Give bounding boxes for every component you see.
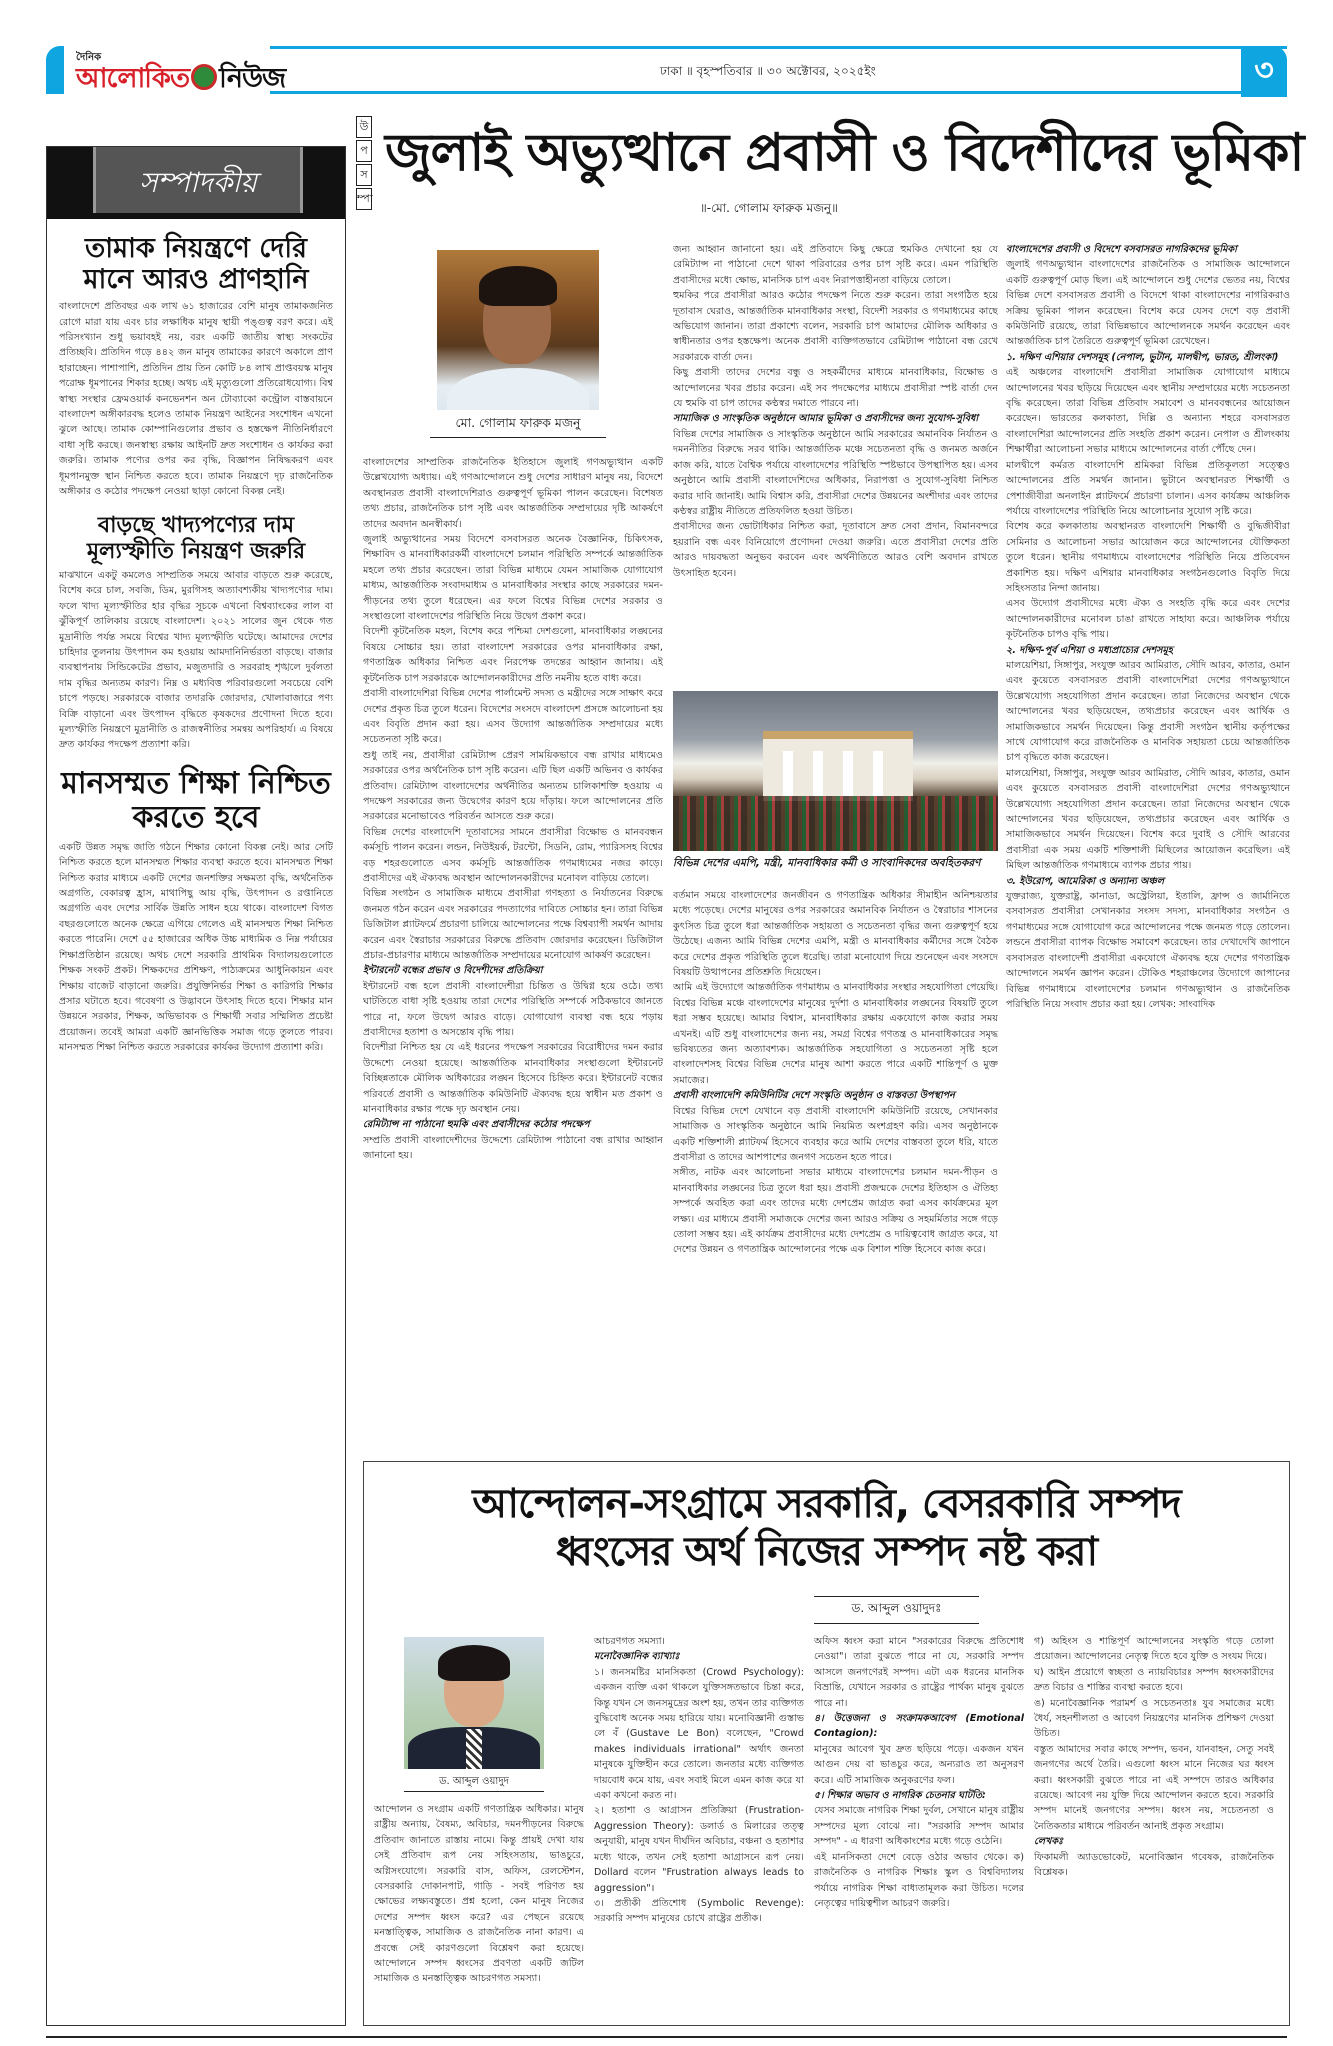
article-paragraph: মালয়েশিয়া, সিঙ্গাপুর, সংযুক্ত আরব আমিরাত, সৌদি আরব, কাতার, ওমান এবং কুয়েতে বসবাসরত প্রবাসী বাংলাদেশিরা দেশের গণঅভ্যুত্থানে উল্লেখযোগ্য সহযোগিতা প্রদান করেছেন। তারা নিজেদের অবস্থান থেকে আন্দোলনের খবর ছড়িয়েছেন, তথ্যপ্রচার করেছেন এবং আর্থিক ও সামাজিকভাবে সমর্থন দিয়েছেন। বিশেষ করে দুবাই ও সৌদি আরবের প্রবাসীরা এক সময় একটি শক্তিশালী মিছিলের আয়োজন করেছিল। এই মিছিল আন্তর্জাতিক গণমাধ্যমে ব্যাপক প্রচার পায়। (1006, 767, 1290, 872)
article2-column-3 (814, 1634, 1024, 2019)
logo-wordmark (76, 58, 285, 103)
article-subheading: লেখকঃ (1034, 1836, 1064, 1848)
article-paragraph: সম্প্রতি প্রবাসী বাংলাদেশীদের উদ্দেশ্যে রেমিট্যান্স পাঠানো বন্ধ রাখার আহ্বান জানানো হয়। (363, 1134, 663, 1162)
newspaper-logo[interactable] (64, 46, 286, 94)
article2-headline[interactable] (364, 1480, 1289, 1576)
article2-column-1 (374, 1802, 584, 2017)
article-paragraph: মালয়েশিয়া, সিঙ্গাপুর, সংযুক্ত আরব আমিরাত, সৌদি আরব, কাতার, ওমান এবং কুয়েতে বসবাসরত প্রবাসী বাংলাদেশিরা দেশের গণঅভ্যুত্থানে উল্লেখযোগ্য সহযোগিতা প্রদান করেছেন। তারা নিজেদের অবস্থান থেকে আন্দোলনের খবর ছড়িয়েছেন, তথ্যপ্রচার করেছেন এবং আর্থিক ও সামাজিকভাবে সমর্থন দিয়েছেন। কিন্তু প্রবাসী সংগঠন স্থানীয় কর্তৃপক্ষের সাথে যোগাযোগ করে রাজনৈতিক ও মানবিক সহায়তা চেয়ে আন্তর্জাতিক চাপ বৃদ্ধিতে কাজ করেছেন। (1006, 659, 1290, 764)
author-photo (437, 250, 599, 410)
section-label-char: উ (356, 116, 372, 138)
article-subheading: ৩. ইউরোপ, আমেরিকা ও অন্যান্য অঞ্চল (1006, 875, 1165, 887)
article2-headline-line1: আন্দোলন-সংগ্রামে সরকারি, বেসরকারি সম্পদ (472, 1481, 1181, 1527)
photo-pillar (813, 751, 823, 801)
article1-byline: ॥-মো. গোলাম ফারুক মজনু॥ (700, 201, 838, 215)
article-paragraph: মানুষের আবেগ খুব দ্রুত ছড়িয়ে পড়ে। একজন যখন আগুন দেয় বা ভাঙচুর করে, অন্যরাও তা অনুসরণ করে। এটি সামাজিক অনুকরণের ফল। (814, 1743, 1024, 1786)
masthead (46, 46, 1287, 94)
article-subheading: বাংলাদেশের প্রবাসী ও বিদেশে বসবাসরত নাগরিকদের ভূমিকা (1006, 244, 1237, 255)
page-number: ৩ (1241, 46, 1287, 97)
article-paragraph: বিশেষ করে কলকাতায় অবস্থানরত বাংলাদেশি শিক্ষার্থী ও বুদ্ধিজীবীরা সেমিনার ও আলোচনা সভার আয়োজন করে আন্দোলনের যৌক্তিকতা তুলে ধরেন। স্থানীয় গণমাধ্যমে বাংলাদেশের পরিস্থিতি নিয়ে প্রতিবেদন প্রকাশিত হয়। দক্ষিণ এশিয়ার মানবাধিকার সংগঠনগুলোও বিবৃতি দিয়ে সহিংসতার নিন্দা জানায়। (1006, 521, 1290, 594)
photo-pillar (843, 751, 853, 801)
article-paragraph: বিভিন্ন সংগঠন ও সামাজিক মাধ্যমে প্রবাসীরা গণহত্যা ও নির্যাতনের বিরুদ্ধে জনমত গঠন করেন এবং সরকারের পদত্যাগের দাবিতে সোচ্চার হন। তারা বিভিন্ন ডিজিটাল প্ল্যাটফর্মে প্রচারণা চালিয়ে আন্দোলনের পক্ষে বিশ্বব্যাপী সমর্থন আদায় করেন এবং স্বৈরাচার সরকারের বিরুদ্ধে প্রতিবাদ জোরদার করেছেন। ডিজিটাল প্রচার-প্রচারণার মাধ্যমে আন্তর্জাতিক সম্প্রদায়ের মনোযোগ আকর্ষণ করেছেন। (363, 888, 663, 961)
article-paragraph: প্রবাসীদের জন্য ভোটাধিকার নিশ্চিত করা, দূতাবাসে দ্রুত সেবা প্রদান, বিমানবন্দরে হয়রানি বন্ধ এবং বিনিয়োগে প্রণোদনা দেওয়া জরুরি। এতে প্রবাসীরা দেশের প্রতি আরও দায়বদ্ধতা অনুভব করবেন এবং অর্থনীতিতে আরও বেশি অবদান রাখতে উৎসাহিত হবেন। (673, 521, 998, 579)
editorial-body-tobacco: বাংলাদেশে প্রতিবছর এক লাখ ৬১ হাজারের বেশি মানুষ তামাকজনিত রোগে মারা যায় এবং চার লক্ষাধিক মানুষ স্থায়ী পঙ্গুত্ব বরণ করে। এই পরিসংখ্যান শুধু ভয়াবহই নয়, বরং একটি জাতীয় স্বাস্থ্য সংকটের প্রতিচ্ছবি। প্রতিদিন গড়ে ৪৪২ জন মানুষ তামাকের কারণে অকালে প্রাণ হারাচ্ছেন। পাশাপাশি, প্রতিদিন প্রায় তিন কোটি ৮৪ লাখ প্রাপ্তবয়স্ক মানুষ পরোক্ষ ধূমপানের শিকার হচ্ছে। অথচ এই মৃত্যুগুলো প্রতিরোধযোগ্য। বিশ্ব স্বাস্থ্য সংস্থার ফ্রেমওয়ার্ক কনভেনশন অন টোব্যাকো কন্ট্রোল বাস্তবায়নে বাংলাদেশ অঙ্গীকারবদ্ধ হলেও তামাক নিয়ন্ত্রণ আইনের সংশোধন এখনো ঝুলে আছে। তামাক কোম্পানিগুলোর প্রভাব ও হস্তক্ষেপ নীতিনির্ধারণে বাধা সৃষ্টি করছে। জনস্বাস্থ্য রক্ষায় আইনটি দ্রুত সংশোধন ও কার্যকর করা জরুরি। তামাক পণ্যের ওপর কর বৃদ্ধি, বিজ্ঞাপন নিষিদ্ধকরণ এবং ধূমপানমুক্ত স্থান নিশ্চিত করতে হবে। তামাক নিয়ন্ত্রণে দৃঢ় রাজনৈতিক অঙ্গীকার ও কঠোর পদক্ষেপ নেওয়া ছাড়া কোনো বিকল্প নেই। (59, 301, 333, 497)
article-paragraph: যেসব সমাজে নাগরিক শিক্ষা দুর্বল, সেখানে মানুষ রাষ্ট্রীয় সম্পদের মূল্য বোঝে না। "সরকারি সম্পদ আমার সম্পদ" - এ ধারণা অধিকাংশের মধ্যে গড়ে ওঠেনি। (814, 1805, 1024, 1848)
editorial-body-education: একটি উন্নত সমৃদ্ধ জাতি গঠনে শিক্ষার কোনো বিকল্প নেই। আর সেটি নিশ্চিত করতে হলে মানসম্মত শিক্ষার ব্যবস্থা করতে হবে। মানসম্মত শিক্ষা নিশ্চিত করার মাধ্যমে একটি দেশের জনশক্তির সক্ষমতা বৃদ্ধি, অর্থনৈতিক অগ্রগতি, বেকারত্ব হ্রাস, মাথাপিছু আয় বৃদ্ধি, উৎপাদন ও রপ্তানিতে অগ্রগতি এবং দেশের সার্বিক উন্নতি সাধন হয়ে থাকে। বাংলাদেশ বিগত বছরগুলোতে অনেক ক্ষেত্রে এগিয়ে গেলেও এই মানসম্মত শিক্ষা নিশ্চিত করতে পারেনি। দেশে ৫৫ হাজারের অধিক উচ্চ মাধ্যমিক ও নিম্ন পর্যায়ের শিক্ষাপ্রতিষ্ঠান রয়েছে। অথচ দেশে সরকারি প্রাথমিক বিদ্যালয়গুলোতে শিক্ষক সংকট প্রকট। শিক্ষকদের প্রশিক্ষণ, পাঠ্যক্রমের আধুনিকায়ন এবং শিক্ষায় বাজেট বাড়ানো জরুরি। প্রযুক্তিনির্ভর শিক্ষা ও কারিগরি শিক্ষার প্রসার ঘটাতে হবে। গবেষণা ও উদ্ভাবনে উৎসাহ দিতে হবে। শিক্ষার মান উন্নয়নে সরকার, শিক্ষক, অভিভাবক ও শিক্ষার্থী সবার সম্মিলিত প্রচেষ্টা প্রয়োজন। তবেই আমরা একটি জ্ঞানভিত্তিক সমাজ গড়ে তুলতে পারব। মানসম্মত শিক্ষা নিশ্চিত করতে সরকারের কার্যকর উদ্যোগ প্রত্যাশা করি। (59, 841, 333, 1054)
article-subheading: সামাজিক ও সাংস্কৃতিক অনুষ্ঠানে আমার ভূমিকা ও প্রবাসীদের জন্য সুযোগ-সুবিধা (673, 413, 979, 425)
logo-daily-label: দৈনিক (76, 52, 102, 63)
editorial-banner (47, 147, 345, 219)
article-paragraph: বাংলাদেশের সাম্প্রতিক রাজনৈতিক ইতিহাসে জুলাই গণঅভ্যুত্থান একটি উল্লেখযোগ্য অধ্যায়। এই গণআন্দোলনে শুধু দেশের সাধারণ মানুষ নয়, বিদেশে অবস্থানরত প্রবাসী বাংলাদেশিরাও গুরুত্বপূর্ণ ভূমিকা পালন করেছেন। বিশেষত তথ্য প্রচার, রাজনৈতিক চাপ সৃষ্টি এবং আন্তর্জাতিক সম্প্রদায়ের দৃষ্টি আকর্ষণে তাদের অবদান অনস্বীকার্য। (363, 457, 663, 530)
article-paragraph: মালদ্বীপে কর্মরত বাংলাদেশি শ্রমিকরা বিভিন্ন প্রতিকূলতা সত্ত্বেও আন্দোলনের প্রতি সমর্থন জানান। ভুটানে অবস্থানরত শিক্ষার্থী ও পেশাজীবীরা অনলাইন প্ল্যাটফর্মে প্রচারণা চালান। এসব কার্যক্রম আঞ্চলিক পর্যায়ে বাংলাদেশের পরিস্থিতি নিয়ে আলোচনার সুযোগ সৃষ্টি করে। (1006, 459, 1290, 517)
article-paragraph: ২। হতাশা ও আগ্রাসন প্রতিক্রিয়া (Frustration-Aggression Theory): ডলার্ড ও মিলারের তত্ত্ব অনুযায়ী, মানুষ যখন দীর্ঘদিন অবিচার, বঞ্চনা ও হতাশার মধ্যে থাকে, তখন সেই হতাশা আগ্রাসনে রূপ নেয়। Dollard বলেন "Frustration always leads to aggression"। (594, 1805, 804, 1894)
article-paragraph: ঘ) আইন প্রয়োগে স্বচ্ছতা ও ন্যায়বিচারঃ সম্পদ ধ্বংসকারীদের দ্রুত বিচার ও শাস্তির ব্যবস্থা করতে হবে। (1034, 1666, 1274, 1694)
editorial-banner-plate (93, 147, 303, 213)
photo-shirt-shape (447, 368, 589, 410)
logo-red-text: আলোকিত (76, 63, 190, 94)
article2-box (363, 1461, 1290, 2026)
logo-emblem-icon (191, 64, 217, 90)
article-paragraph: জুলাই অভ্যুত্থানের সময় বিদেশে বসবাসরত অনেক বৈজ্ঞানিক, চিকিৎসক, শিক্ষাবিদ ও মানবাধিকারকর্মী বাংলাদেশে চলমান পরিস্থিতি সম্পর্কে আন্তর্জাতিক মহলে তথ্য প্রচার করেছেন। তারা বিভিন্ন মাধ্যমে যেমন সামাজিক যোগাযোগ মাধ্যম, আন্তর্জাতিক সংবাদমাধ্যম ও মানবাধিকার সংস্থার কাছে সরকারের দমন-পীড়নের তথ্য তুলে ধরেছেন। এর ফলে বিশ্বের বিভিন্ন দেশের সরকার ও সংস্থাগুলো বাংলাদেশের পরিস্থিতি নিয়ে উদ্বেগ প্রকাশ করে। (363, 534, 663, 623)
article-subheading: রেমিট্যান্স না পাঠানো হুমকি এবং প্রবাসীদের কঠোর পদক্ষেপ (363, 1119, 590, 1131)
article-subheading: ইন্টারনেট বন্ধের প্রভাব ও বিদেশীদের প্রতিক্রিয়া (363, 965, 543, 977)
article-paragraph: জন্য আহ্বান জানানো হয়। এই প্রতিবাদে কিছু ক্ষেত্রে হুমকিও দেখানো হয় যে রেমিট্যান্স না পাঠানো দেশে থাকা পরিবারের ওপর চাপ সৃষ্টি করে। এমন পরিস্থিতি প্রবাসীদের মধ্যে ক্ষোভ, মানসিক চাপ এবং নিরাপত্তাহীনতা বাড়িয়ে তোলে। (673, 244, 998, 286)
article-paragraph: আমি এই উদ্যোগে আন্তর্জাতিক গণমাধ্যম ও মানবাধিকার সংস্থার সহযোগিতা পেয়েছি। বিশ্বের বিভিন্ন মঞ্চে বাংলাদেশের মানুষের দুর্দশা ও মানবাধিকার লঙ্ঘনের বিষয়টি তুলে ধরা সম্ভব হয়েছে। আমার বিশ্বাস, মানবাধিকার রক্ষায় একযোগে কাজ করার সময় এখনই। এটি শুধু বাংলাদেশের জন্য নয়, সমগ্র বিশ্বের গণতন্ত্র ও মানবাধিকারের সমৃদ্ধ ভবিষ্যতের জন্য অত্যাবশ্যক। আন্তর্জাতিক সহযোগিতা ও সচেতনতা সৃষ্টি হলে বাংলাদেশসহ বিশ্বের বিভিন্ন দেশের মানুষ আশা করতে পারে একটি শান্তিপূর্ণ ও মুক্ত সমাজের। (673, 982, 998, 1086)
article-subheading: ২. দক্ষিণ-পূর্ব এশিয়া ও মধ্যপ্রাচ্যের দেশসমূহ (1006, 644, 1173, 656)
article1-headline[interactable]: জুলাই অভ্যুত্থানে প্রবাসী ও বিদেশীদের ভূমিকা (385, 123, 1304, 183)
article-paragraph: ইন্টারনেট বন্ধ হলে প্রবাসী বাংলাদেশীরা চিন্তিত ও উদ্বিগ্ন হয়ে ওঠে। তথ্য ঘাটতিতে বাধা সৃষ্টি হওয়ায় তারা দেশের পরিস্থিতি সম্পর্কে সঠিকভাবে জানতে পারে না, ফলে উদ্বেগ আরও বাড়ে। যোগাযোগ ব্যবস্থা বন্ধ হয়ে পড়ায় প্রবাসীদের হতাশা ও অসন্তোষ বৃদ্ধি পায়। (363, 980, 663, 1039)
article-paragraph: বর্তমান সময়ে বাংলাদেশের জনজীবন ও গণতান্ত্রিক অধিকার সীমাহীন অনিশ্চয়তার মধ্যে পড়েছে। দেশের মানুষের ওপর সরকারের অমানবিক নির্যাতন ও স্বৈরাচার শাসনের কুৎসিত চিত্র তুলে ধরা আন্তর্জাতিক সহায়তা ও সচেতনতা বৃদ্ধির জন্য গুরুত্বপূর্ণ হয়ে উঠেছে। এজন্য আমি বিভিন্ন দেশের এমপি, মন্ত্রী ও মানবাধিকার কর্মীদের সঙ্গে বৈঠক করে দেশের প্রকৃত পরিস্থিতি তুলে ধরেছি। তারা মনোযোগ দিয়ে শুনেছেন এবং সংসদে বিষয়টি উত্থাপনের প্রতিশ্রুতি দিয়েছেন। (673, 890, 998, 979)
editorial-banner-title: সম্পাদকীয় (139, 166, 257, 199)
editorial-headline-education[interactable]: মানসম্মত শিক্ষা নিশ্চিত করতে হবে (61, 765, 331, 836)
article-subheading: ৫। শিক্ষার অভাব ও নাগরিক চেতনার ঘাটতি: (814, 1790, 986, 1802)
article2-column-4 (1034, 1634, 1274, 2019)
section-label-char: স (356, 164, 372, 186)
photo-pillar (783, 751, 793, 801)
photo-hair-shape (438, 1645, 510, 1681)
section-label-char: প (356, 140, 372, 162)
photo-hair-shape (479, 266, 557, 306)
article-subheading: ১. দক্ষিণ এশিয়ার দেশসমূহ (নেপাল, ভুটান, মালদ্বীপ, ভারত, শ্রীলংকা) (1006, 351, 1279, 363)
article-paragraph: প্রবাসী বাংলাদেশিরা বিভিন্ন দেশের পার্লামেন্ট সদস্য ও মন্ত্রীদের সঙ্গে সাক্ষাৎ করে দেশের প্রকৃত চিত্র তুলে ধরেন। বিদেশের সংসদে বাংলাদেশ প্রসঙ্গে আলোচনা হয় এবং বিবৃতি প্রদান করা হয়। এসব উদ্যোগ আন্তর্জাতিক সম্প্রদায়ের মধ্যে সচেতনতা সৃষ্টি করে। (363, 688, 663, 746)
article2-photo-caption: ড. আব্দুল ওয়াদুদ (404, 1774, 544, 1792)
dateline: ঢাকা ॥ বৃহস্পতিবার ॥ ৩০ অক্টোবর, ২০২৫ইং (660, 64, 876, 78)
article1-column-2-top (673, 242, 998, 687)
logo-black-text: নিউজ (219, 63, 286, 94)
article-paragraph: ৩। প্রতীকী প্রতিশোধ (Symbolic Revenge): সরকারি সম্পদ মানুষের চোখে রাষ্ট্রের প্রতীক। (594, 1897, 804, 1925)
photo-tie-shape (466, 1729, 482, 1769)
article-paragraph: বিদেশী কূটনৈতিক মহল, বিশেষ করে পশ্চিমা দেশগুলো, মানবাধিকার লঙ্ঘনের বিষয়ে সোচ্চার হয়। তারা বাংলাদেশ সরকারের ওপর মানবাধিকার রক্ষা, গণতান্ত্রিক অধিকার নিশ্চিত এবং নিরপেক্ষ তদন্তের আহ্বান জানায়। এই কূটনৈতিক চাপ সরকারকে আন্দোলনকারীদের প্রতি নমনীয় হতে বাধ্য করে। (363, 626, 663, 684)
article2-byline: ড. আব্দুল ওয়াদুদঃ (814, 1596, 979, 1624)
article-paragraph: গ) অহিংস ও শান্তিপূর্ণ আন্দোলনের সংস্কৃতি গড়ে তোলা প্রয়োজন। আন্দোলনের নেতৃত্ব দিতে হবে যুক্তি ও সংযম দিয়ে। (1034, 1636, 1274, 1663)
article1-column-2-bottom (673, 888, 998, 1453)
article-paragraph: ১। জনসমষ্টির মানসিকতা (Crowd Psychology): একজন ব্যক্তি একা থাকলে যুক্তিসঙ্গতভাবে চিন্তা করে, কিন্তু যখন সে জনসমুদ্রের অংশ হয়, তখন তার ব্যক্তিগত বুদ্ধিবোধ অনেক সময় হারিয়ে যায়। মনোবিজ্ঞানী গুস্তাভ লে বঁ (Gustave Le Bon) বলেছেন, "Crowd makes individuals irrational" অর্থাৎ জনতা মানুষকে যুক্তিহীন করে তোলে। জনতার মধ্যে ব্যক্তিগত দায়বোধ কমে যায়, এবং সবাই মিলে এমন কাজ করে যা একা কখনো করত না। (594, 1666, 804, 1802)
masthead-bar (270, 46, 1287, 94)
article-paragraph: বস্তুত আমাদের সবার কাছে সম্পদ, ভবন, যানবাহন, সেতু সবই জনগণের অর্থে তৈরি। এগুলো ধ্বংস মানে নিজের ঘর ধ্বংস করা। ধ্বংসকারী বুঝতে পারে না এই সম্পদে তারও অধিকার রয়েছে। আবেগ নয় যুক্তি দিয়ে আন্দোলন করতে হবে। সরকারি সম্পদ মানেই জনগণের সম্পদ। ধ্বংস নয়, সচেতনতা ও নৈতিকতার মাধ্যমে পরিবর্তন আনাই প্রকৃত সংগ্রাম। (1034, 1743, 1274, 1832)
article2-author-photo (404, 1637, 544, 1769)
section-label-op-ed (356, 116, 374, 212)
editorial-headline-tobacco[interactable]: তামাক নিয়ন্ত্রণে দেরি মানে আরও প্রাণহানি (83, 233, 309, 296)
article1-column-1 (363, 455, 663, 1455)
article-paragraph: অফিস ধ্বংস করা মানে "সরকারের বিরুদ্ধে প্রতিশোধ নেওয়া"। তারা বুঝতে পারে না যে, সরকারি সম্পদ আসলে জনগণেরই সম্পদ। এটা এক ধরনের মানসিক বিভ্রান্তি, যেখানে সরকার ও রাষ্ট্রের পার্থক্য মানুষ বুঝতে পারে না। (814, 1636, 1024, 1709)
editorial-headline-food-prices[interactable]: বাড়ছে খাদ্যপণ্যের দাম মূল্যস্ফীতি নিয়ন্ত্রণ জরুরি (86, 513, 306, 564)
article-paragraph: বিভিন্ন দেশের বাংলাদেশি দূতাবাসের সামনে প্রবাসীরা বিক্ষোভ ও মানববন্ধন কর্মসূচি পালন করেন। লন্ডন, নিউইয়র্ক, টরন্টো, সিডনি, রোম, প্যারিসসহ বিশ্বের বড় শহরগুলোতে এসব কর্মসূচি আন্তর্জাতিক গণমাধ্যমের নজর কাড়ে। প্রবাসীদের এই ঐক্যবদ্ধ অবস্থান আন্দোলনকারীদের মনোবল বাড়িয়ে তোলে। (363, 826, 663, 884)
masthead-accent-tab (46, 46, 64, 94)
article-paragraph: কিছু প্রবাসী তাদের দেশের বন্ধু ও সহকর্মীদের মাধ্যমে মানবাধিকার, বিক্ষোভ ও আন্দোলনের খবর প্রচার করেন। এই সব পদক্ষেপের মাধ্যমে প্রবাসীরা স্পষ্ট বার্তা দেন যে হুমকি বা চাপ তাদের কণ্ঠস্বর দমাতে পারবে না। (673, 367, 998, 410)
photo-pillar (873, 751, 883, 801)
article-paragraph: এই অঞ্চলের বাংলাদেশি প্রবাসীরা সামাজিক যোগাযোগ মাধ্যমে আন্দোলনের খবর ছড়িয়ে দিয়েছেন এবং স্থানীয় সম্প্রদায়ের মধ্যে সচেতনতা বৃদ্ধি করেছেন। তারা বিভিন্ন প্রতিবাদ সমাবেশ ও মানববন্ধনের আয়োজন করেছেন। ভারতের কলকাতা, দিল্লি ও অন্যান্য শহরে বসবাসরত বাংলাদেশিরা আন্দোলনের প্রতি সংহতি প্রকাশ করেন। নেপাল ও শ্রীলংকায় শিক্ষার্থীরা আলোচনা সভার মাধ্যমে আন্দোলনের বার্তা পৌঁছে দেন। (1006, 367, 1290, 456)
article-paragraph: এসব উদ্যোগ প্রবাসীদের মধ্যে ঐক্য ও সংহতি বৃদ্ধি করে এবং দেশের আন্দোলনকারীদের মনোবল চাঙা রাখতে সাহায্য করে। আঞ্চলিক পর্যায়ে কূটনৈতিক চাপও বৃদ্ধি পায়। (1006, 598, 1290, 641)
article-paragraph: বিশ্বের বিভিন্ন দেশে যেখানে বড় প্রবাসী বাংলাদেশি কমিউনিটি রয়েছে, সেখানকার সামাজিক ও সাংস্কৃতিক অনুষ্ঠানে আমি নিয়মিত অংশগ্রহণ করি। এসব অনুষ্ঠানকে একটি শক্তিশালী প্ল্যাটফর্ম হিসেবে ব্যবহার করে আমি দেশের বাস্তবতা তুলে ধরি, যাতে প্রবাসীরা ও তাদের আশপাশের জনগণ সচেতন হতে পারে। (673, 1105, 998, 1163)
article-paragraph: জুলাই গণঅভ্যুত্থান বাংলাদেশের রাজনৈতিক ও সামাজিক আন্দোলনে একটি গুরুত্বপূর্ণ মোড় ছিল। এই আন্দোলনে শুধু দেশের ভেতর নয়, বিশ্বের বিভিন্ন দেশে বসবাসরত প্রবাসী ও বিদেশে থাকা বাংলাদেশের নাগরিকরাও সক্রিয় ভূমিকা পালন করেছেন। বিশেষ করে যেসব দেশে বড় প্রবাসী কমিউনিটি রয়েছে, তারা বিভিন্নভাবে আন্দোলনকে সমর্থন করেছেন এবং আন্তর্জাতিক চাপ তৈরিতে গুরুত্বপূর্ণ ভূমিকা রেখেছেন। (1006, 259, 1290, 348)
article-paragraph: ঙ) মনোবৈজ্ঞানিক পরামর্শ ও সচেতনতাঃ যুব সমাজের মধ্যে ধৈর্য, সহনশীলতা ও আবেগ নিয়ন্ত্রণের মানসিক প্রশিক্ষণ দেওয়া উচিত। (1034, 1697, 1274, 1740)
section-label-char: ম্পা (356, 188, 372, 210)
article-paragraph: আচরণগত সমস্যা। (594, 1636, 665, 1647)
article-paragraph: যুক্তরাজ্য, যুক্তরাষ্ট্র, কানাডা, অস্ট্রেলিয়া, ইতালি, ফ্রান্স ও জার্মানিতে বসবাসরত প্রবাসীরা সেখানকার সংসদ সদস্য, মানবাধিকার সংগঠন ও গণমাধ্যমের সঙ্গে যোগাযোগ করে আন্দোলনের পক্ষে জনমত গড়ে তোলেন। লন্ডনে প্রবাসীরা ব্যাপক বিক্ষোভ সমাবেশ করেছেন। তার দেখাদেখি জাপানে বসবাসরত বাংলাদেশী প্রবাসীরা একযোগে ঐক্যবদ্ধ হয়ে দেশের গণতান্ত্রিক আন্দোলনে সমর্থন জ্ঞাপন করেন। টোকিও শহরাঞ্চলের উদ্যোগে জাপানের বিভিন্ন গণমাধ্যমে বাংলাদেশের চলমান গণঅভ্যুত্থান ও রাজনৈতিক পরিস্থিতি নিয়ে সংবাদ প্রচার করা হয়। লেখক: সাংবাদিক (1006, 891, 1290, 1010)
article-subheading: প্রবাসী বাংলাদেশি কমিউনিটির দেশে সংস্কৃতি অনুষ্ঠান ও বাস্তবতা উপস্থাপন (673, 1090, 955, 1102)
page-bottom-rule (46, 2036, 1287, 2038)
editorial-column (46, 146, 346, 2026)
author-photo-caption: মো. গোলাম ফারুক মজনু (430, 415, 606, 438)
article2-column-2 (594, 1634, 804, 2019)
article-paragraph: সঙ্গীত, নাটক এবং আলোচনা সভার মাধ্যমে বাংলাদেশের চলমান দমন-পীড়ন ও মানবাধিকার লঙ্ঘনের চিত্র তুলে ধরা হয়। প্রবাসী প্রজন্মকে দেশের ইতিহাস ও ঐতিহ্য সম্পর্কে অবহিত করা এবং তাদের মধ্যে দেশপ্রেম জাগ্রত করা এসব কার্যক্রমের মূল লক্ষ্য। এর মাধ্যমে প্রবাসী সমাজকে দেশের জন্য আরও সক্রিয় ও সহমর্মিতার সঙ্গে গড়ে তোলা সম্ভব হয়। এই কার্যক্রম প্রবাসীদের মধ্যে দেশপ্রেম ও দায়িত্ববোধ জাগ্রত করে, যা দেশের উন্নয়ন ও গণতান্ত্রিক আন্দোলনের পক্ষে এক বিশাল শক্তি হিসেবে কাজ করে। (673, 1167, 998, 1256)
article-paragraph: শুধু তাই নয়, প্রবাসীরা রেমিট্যান্স প্রেরণ সাময়িকভাবে বন্ধ রাখার মাধ্যমেও সরকারের ওপর অর্থনৈতিক চাপ সৃষ্টি করেন। এটি ছিল একটি অভিনব ও কার্যকর প্রতিবাদ। রেমিট্যান্স বাংলাদেশের অর্থনীতির অন্যতম চালিকাশক্তি হওয়ায় এ পদক্ষেপ সরকারের জন্য উদ্বেগের কারণ হয়ে দাঁড়ায়। ফলে আন্দোলনের প্রতি সরকারের মনোভাবেও পরিবর্তন আসতে শুরু করে। (363, 749, 663, 823)
parliament-photo-caption: বিভিন্ন দেশের এমপি, মন্ত্রী, মানবাধিকার কর্মী ও সাংবাদিকদের অবহিতকরণ (673, 857, 981, 869)
article-paragraph: বিভিন্ন দেশের সামাজিক ও সাংস্কৃতিক অনুষ্ঠানে আমি সরকারের অমানবিক নির্যাতন ও দমননীতির বিরুদ্ধে সরব থাকি। আন্তর্জাতিক মঞ্চে সচেতনতা বৃদ্ধি ও জনমত অর্জনে কাজ করি, যাতে বৈশ্বিক পর্যায়ে বাংলাদেশের পরিস্থিতি স্পষ্টভাবে উপস্থাপিত হয়। এসব অনুষ্ঠানে আমি প্রবাসী বাংলাদেশিদের অধিকার, নিরাপত্তা ও সুযোগ-সুবিধা নিশ্চিত করার দাবি জানাই। আমি বিশ্বাস করি, প্রবাসীরা দেশের উন্নয়নের অংশীদার এবং তাদের কণ্ঠস্বর রাষ্ট্রীয় নীতিতে প্রতিফলিত হওয়া উচিত। (673, 428, 998, 517)
photo-crowd-shape (673, 796, 998, 851)
article1-column-3 (1006, 242, 1290, 1453)
article-paragraph: ফিকামলী অ্যাডভোকেট, মনোবিজ্ঞান গবেষক, রাজনৈতিক বিশ্লেষক। (1034, 1851, 1274, 1879)
article-subheading: ৪। উত্তেজনা ও সংক্রামকআবেগ (Emotional Contagion): (814, 1713, 1024, 1740)
article2-headline-line2: ধ্বংসের অর্থ নিজের সম্পদ নষ্ট করা (555, 1529, 1098, 1575)
article-paragraph: এই মানসিকতা দেশে বেড়ে ওঠার অভাব থেকে। ক) রাজনৈতিক ও নাগরিক শিক্ষাঃ স্কুল ও বিশ্ববিদ্যালয় পর্যায়ে নাগরিক শিক্ষা বাধ্যতামূলক করা উচিত। দলের নেতৃত্বের দায়িত্বশীল আচরণ জরুরি। (814, 1851, 1024, 1909)
parliament-protest-photo (673, 691, 998, 851)
article-paragraph: আন্দোলন ও সংগ্রাম একটি গণতান্ত্রিক অধিকার। মানুষ রাষ্ট্রীয় অন্যায়, বৈষম্য, অবিচার, দমনপীড়নের বিরুদ্ধে প্রতিবাদ জানাতে রাস্তায় নামে। কিন্তু প্রায়ই দেখা যায় সেই প্রতিবাদ রূপ নেয় সহিংসতায়, ভাঙচুরে, অগ্নিসংযোগে। সরকারি বাস, অফিস, রেলস্টেশন, বেসরকারি দোকানপাট, গাড়ি - সবই পরিণত হয় ক্ষোভের লক্ষ্যবস্তুতে। প্রশ্ন হলো, কেন মানুষ নিজের দেশের সম্পদ ধ্বংস করে? এর পেছনে রয়েছে মনস্তাত্ত্বিক, সামাজিক ও রাজনৈতিক নানা কারণ। এ প্রবন্ধে সেই কারণগুলো বিশ্লেষণ করা হয়েছে। আন্দোলনে সম্পদ ধ্বংসের প্রবণতা একটি জটিল সামাজিক ও মনস্তাত্ত্বিক আচরণগত সমস্যা। (374, 1804, 584, 1985)
editorial-body-food-prices: মাঝখানে একটু কমলেও সাম্প্রতিক সময়ে আবার বাড়তে শুরু করেছে, বিশেষ করে চাল, সবজি, ডিম, মুরগিসহ অত্যাবশ্যকীয় খাদ্যপণ্যের দাম। ফলে খাদ্য মূল্যস্ফীতির হার বৃদ্ধির সূচকে এখনো বিশ্বব্যাংকের লাল বা ঝুঁকিপূর্ণ তালিকায় রয়েছে বাংলাদেশ। ২০২১ সালের জুন থেকে গত মুদ্রানীতি পর্যন্ত সময়ে বিশ্বের খাদ্য মূল্যস্ফীতি ঘটেছে। আমাদের দেশের চাহিদার তুলনায় উৎপাদন কম হওয়ায় আমদানিনির্ভরতা বাড়ছে। বাজার ব্যবস্থাপনায় সিন্ডিকেটের প্রভাব, মজুতদারি ও সরবরাহ শৃঙ্খলে দুর্বলতা দাম বৃদ্ধির অন্যতম কারণ। নিম্ন ও মধ্যবিত্ত পরিবারগুলো সবচেয়ে বেশি চাপে পড়ছে। সরকারকে বাজার তদারকি জোরদার, খোলাবাজারে পণ্য বিক্রি বাড়ানো এবং উৎপাদন বৃদ্ধিতে কৃষকদের প্রণোদনা দিতে হবে। মূল্যস্ফীতি নিয়ন্ত্রণে মুদ্রানীতি ও রাজস্বনীতির সমন্বয় অপরিহার্য। এ বিষয়ে দ্রুত কার্যকর পদক্ষেপ প্রত্যাশা করি। (59, 569, 333, 751)
article-paragraph: বিদেশীরা নিশ্চিত হয় যে এই ধরনের পদক্ষেপ সরকারের বিরোধীদের দমন করার উদ্দেশ্যে নেওয়া হয়েছে। আন্তর্জাতিক মানবাধিকার সংস্থাগুলো ইন্টারনেট বিচ্ছিন্নতাকে মৌলিক অধিকারের লঙ্ঘন হিসেবে চিহ্নিত করে। ইন্টারনেট বন্ধের পরিবর্তে প্রবাসী ও আন্তর্জাতিক কমিউনিটি ঐক্যবদ্ধ হয়ে স্বাধীন মত প্রকাশ ও মানবাধিকার রক্ষার পক্ষে দৃঢ় অবস্থান নেয়। (363, 1042, 663, 1116)
article-paragraph: হুমকির পরে প্রবাসীরা আরও কঠোর পদক্ষেপ নিতে শুরু করেন। তারা সংগঠিত হয়ে দূতাবাস ঘেরাও, আন্তর্জাতিক মানবাধিকার সংস্থা, বিদেশী সরকার ও গণমাধ্যমের কাছে অভিযোগ জানান। তারা প্রকাশ্যে বলেন, সরকারি চাপ আমাদের মৌলিক অধিকার ও স্বাধীনতার ওপর হস্তক্ষেপ। অনেক প্রবাসী ব্যক্তিগতভাবে রেমিট্যান্স পাঠানো বন্ধ রেখে সরকারকে বার্তা দেন। (673, 290, 998, 363)
article-subheading: মনোবৈজ্ঞানিক ব্যাখ্যাঃ (594, 1651, 680, 1663)
